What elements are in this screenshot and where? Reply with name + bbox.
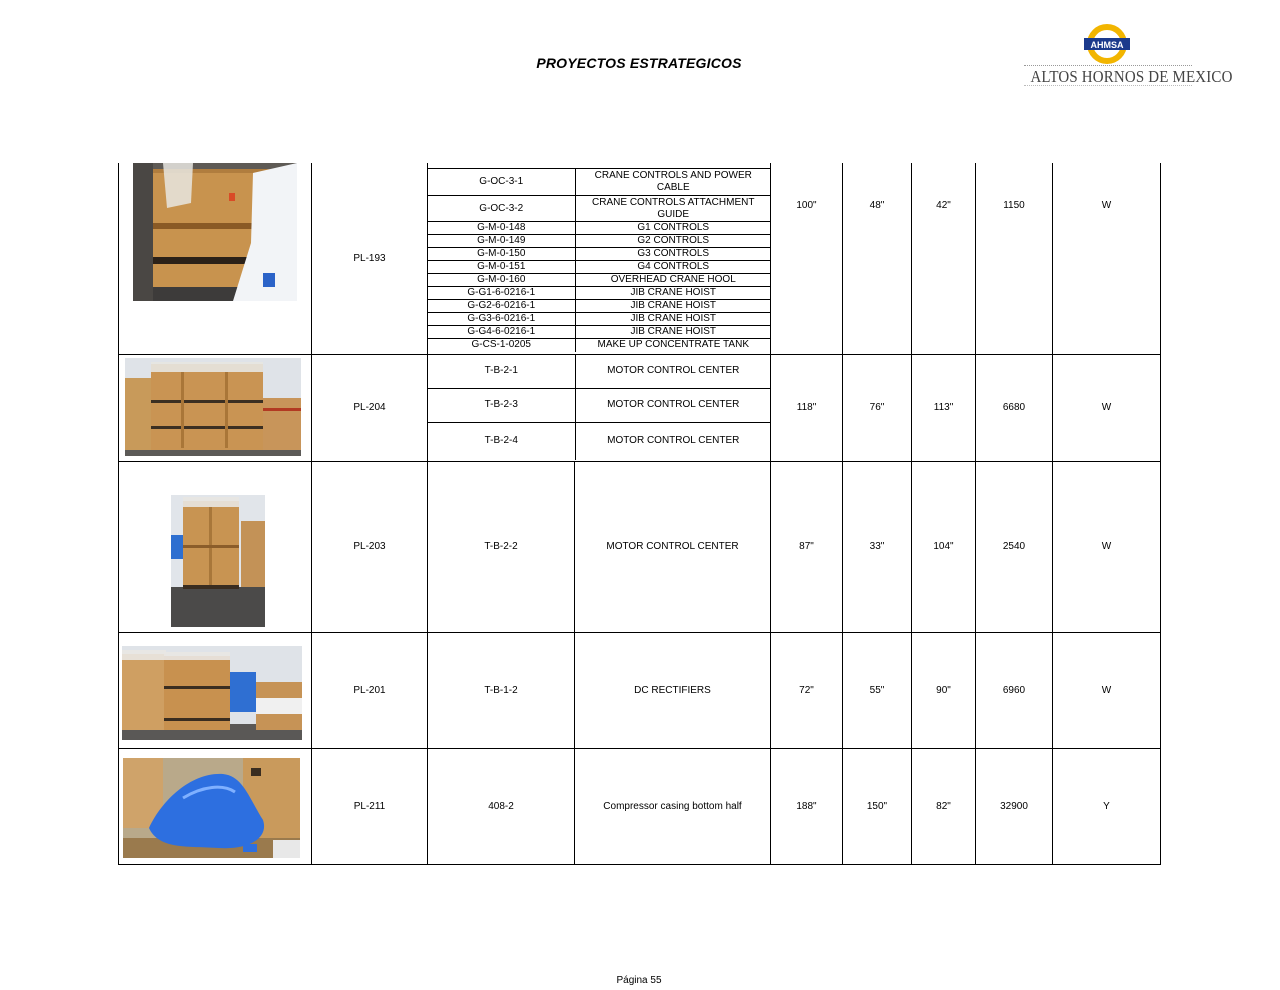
type-code: W xyxy=(1053,632,1161,748)
item-description: MAKE UP CONCENTRATE TANK xyxy=(575,339,771,352)
wooden-crates-row-photo xyxy=(122,646,302,740)
items-subtable-cell xyxy=(428,354,771,461)
item-description: G4 CONTROLS xyxy=(575,261,771,274)
weight-value: 32900 xyxy=(976,748,1053,864)
company-logo xyxy=(1020,24,1233,90)
item-description: G3 CONTROLS xyxy=(575,248,771,261)
item-code: T-B-2-2 xyxy=(428,461,575,632)
photo-cell xyxy=(119,461,312,632)
item-description: OVERHEAD CRANE HOOL xyxy=(575,274,771,287)
ahmsa-emblem-icon xyxy=(1020,24,1194,64)
table-row xyxy=(119,354,1161,461)
items-table xyxy=(118,163,1161,865)
height-value: 90" xyxy=(912,632,976,748)
item-description: CRANE CONTROLS AND POWER CABLE xyxy=(575,169,771,196)
item-code: T-B-1-2 xyxy=(428,632,575,748)
wooden-crates-yard-photo xyxy=(125,358,301,456)
table-row xyxy=(119,461,1161,632)
item-code: G-G3-6-0216-1 xyxy=(428,313,575,326)
item-description: G1 CONTROLS xyxy=(575,222,771,235)
type-code: W xyxy=(1053,354,1161,461)
item-code: G-CS-1-0205 xyxy=(428,339,575,352)
table-row xyxy=(119,748,1161,864)
item-description: MOTOR CONTROL CENTER xyxy=(575,388,771,422)
item-description: MOTOR CONTROL CENTER xyxy=(607,435,740,447)
photo-cell xyxy=(119,163,312,354)
table-row xyxy=(119,632,1161,748)
packing-list-id: PL-203 xyxy=(312,461,428,632)
svg-text:AHMSA: AHMSA xyxy=(1090,40,1124,50)
wooden-crate-wrapped-photo xyxy=(133,163,297,301)
height-value: 82" xyxy=(912,748,976,864)
length-value: 87" xyxy=(771,461,843,632)
item-description: JIB CRANE HOIST xyxy=(575,300,771,313)
photo-cell xyxy=(119,354,312,461)
packing-list-id: PL-201 xyxy=(312,632,428,748)
length-value: 118" xyxy=(771,354,843,461)
height-value: 104" xyxy=(912,461,976,632)
width-value: 48" xyxy=(843,163,912,354)
weight-value: 6680 xyxy=(976,354,1053,461)
page-number: Página 55 xyxy=(616,975,662,986)
company-name: ALTOS HORNOS DE MEXICO xyxy=(1030,67,1233,86)
item-code: T-B-2-3 xyxy=(428,388,575,422)
item-code: G-OC-3-2 xyxy=(428,196,575,222)
item-code: G-G4-6-0216-1 xyxy=(428,326,575,339)
item-code: T-B-2-1 xyxy=(428,355,575,388)
item-description: JIB CRANE HOIST xyxy=(575,313,771,326)
item-code: G-M-0-149 xyxy=(428,235,575,248)
item-code: G-M-0-160 xyxy=(428,274,575,287)
height-value: 42" xyxy=(912,163,976,354)
table-row xyxy=(119,163,1161,354)
item-code: G-M-0-150 xyxy=(428,248,575,261)
item-description: G2 CONTROLS xyxy=(575,235,771,248)
tall-wooden-crate-photo xyxy=(171,495,265,627)
width-value: 76" xyxy=(843,354,912,461)
items-subtable-cell xyxy=(428,163,771,354)
item-code: 408-2 xyxy=(428,748,575,864)
length-value: 72" xyxy=(771,632,843,748)
item-description: CRANE CONTROLS ATTACHMENT GUIDE xyxy=(575,196,771,222)
item-code: G-OC-3-1 xyxy=(428,169,575,196)
packing-list-id: PL-211 xyxy=(312,748,428,864)
item-description: MOTOR CONTROL CENTER xyxy=(575,461,771,632)
photo-cell xyxy=(119,748,312,864)
items-subtable xyxy=(428,168,771,352)
type-code: W xyxy=(1053,163,1161,354)
packing-list-id: PL-193 xyxy=(312,163,428,354)
weight-value: 1150 xyxy=(976,163,1053,354)
type-code: Y xyxy=(1053,748,1161,864)
item-description: JIB CRANE HOIST xyxy=(575,287,771,300)
length-value: 100" xyxy=(771,163,843,354)
item-description: MOTOR CONTROL CENTER xyxy=(575,355,771,388)
items-subtable xyxy=(428,355,771,460)
item-code: G-M-0-148 xyxy=(428,222,575,235)
weight-value: 6960 xyxy=(976,632,1053,748)
packing-list-id: PL-204 xyxy=(312,354,428,461)
width-value: 150" xyxy=(843,748,912,864)
item-code: G-G2-6-0216-1 xyxy=(428,300,575,313)
item-description: JIB CRANE HOIST xyxy=(575,326,771,339)
width-value: 33" xyxy=(843,461,912,632)
photo-cell xyxy=(119,632,312,748)
item-code: G-M-0-151 xyxy=(428,261,575,274)
height-value: 113" xyxy=(912,354,976,461)
length-value: 188" xyxy=(771,748,843,864)
item-description: DC RECTIFIERS xyxy=(575,632,771,748)
weight-value: 2540 xyxy=(976,461,1053,632)
page-title: PROYECTOS ESTRATEGICOS xyxy=(536,55,742,71)
item-code: T-B-2-4 xyxy=(428,422,575,460)
item-description: Compressor casing bottom half xyxy=(575,748,771,864)
width-value: 55" xyxy=(843,632,912,748)
blue-covered-compressor-photo xyxy=(123,758,300,858)
item-code: G-G1-6-0216-1 xyxy=(428,287,575,300)
type-code: W xyxy=(1053,461,1161,632)
